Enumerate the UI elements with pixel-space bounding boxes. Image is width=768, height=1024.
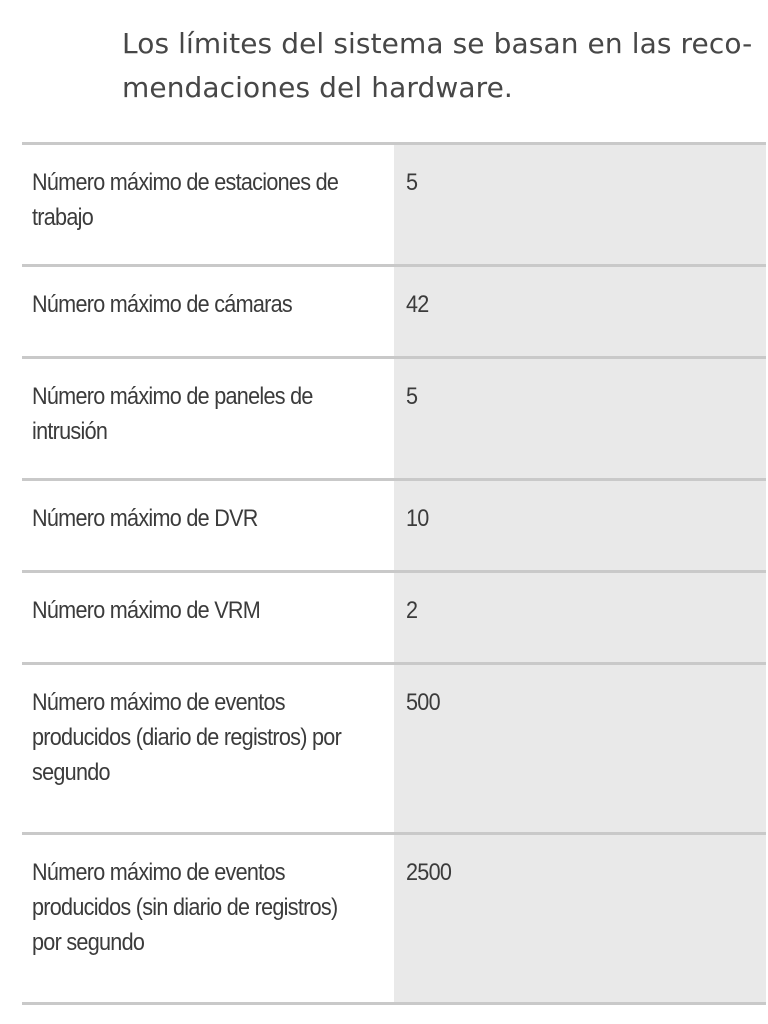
intro-line-2: mendaciones del hardware.: [122, 71, 513, 104]
limit-label: [32, 287, 388, 322]
limit-label-line: Número máximo de VRM: [32, 597, 261, 624]
limit-value: 10: [406, 505, 429, 532]
limit-value-cell: [394, 144, 766, 266]
limit-value: 500: [406, 689, 440, 716]
limit-label-line: por segundo: [32, 929, 145, 956]
limit-label-cell: [22, 480, 394, 572]
limit-label: [32, 379, 388, 449]
limit-label-line: intrusión: [32, 418, 108, 445]
limit-value-cell: [394, 358, 766, 480]
limit-label: [32, 501, 388, 536]
limit-label-line: Número máximo de eventos: [32, 859, 285, 886]
limit-value: 42: [406, 291, 429, 318]
limit-row: [22, 358, 766, 480]
limit-value: 5: [406, 383, 418, 410]
limit-label: [32, 593, 388, 628]
system-limits-table: [22, 142, 766, 1005]
intro-line-1: Los límites del sistema se basan en las reco-: [122, 27, 753, 60]
limit-label-line: producidos (diario de registros) por: [32, 724, 342, 751]
limit-label-line: Número máximo de DVR: [32, 505, 258, 532]
limit-label-line: Número máximo de estaciones de: [32, 169, 339, 196]
limit-value-cell: [394, 480, 766, 572]
limit-label-cell: [22, 358, 394, 480]
limit-label-line: Número máximo de cámaras: [32, 291, 293, 318]
limit-label: [32, 165, 388, 235]
limit-label-cell: [22, 266, 394, 358]
limit-value: 2500: [406, 859, 452, 886]
limit-label-line: segundo: [32, 759, 110, 786]
limit-label-line: trabajo: [32, 204, 94, 231]
limit-label-line: producidos (sin diario de registros): [32, 894, 338, 921]
limit-label-cell: [22, 572, 394, 664]
limit-value-cell: [394, 572, 766, 664]
limit-label-cell: [22, 144, 394, 266]
limit-label: [32, 685, 388, 790]
limit-row: [22, 144, 766, 266]
limit-label-cell: [22, 664, 394, 834]
limit-label-line: Número máximo de paneles de: [32, 383, 313, 410]
limit-label: [32, 855, 388, 960]
limit-label-line: Número máximo de eventos: [32, 689, 285, 716]
limit-row: [22, 266, 766, 358]
limit-value: 5: [406, 169, 418, 196]
system-limits-table-body: [22, 144, 766, 1004]
limit-value: 2: [406, 597, 418, 624]
limit-row: [22, 834, 766, 1004]
limit-value-cell: [394, 834, 766, 1004]
limit-row: [22, 664, 766, 834]
limit-row: [22, 480, 766, 572]
limit-label-cell: [22, 834, 394, 1004]
limit-row: [22, 572, 766, 664]
limit-value-cell: [394, 266, 766, 358]
limit-value-cell: [394, 664, 766, 834]
intro-paragraph: [122, 22, 753, 110]
